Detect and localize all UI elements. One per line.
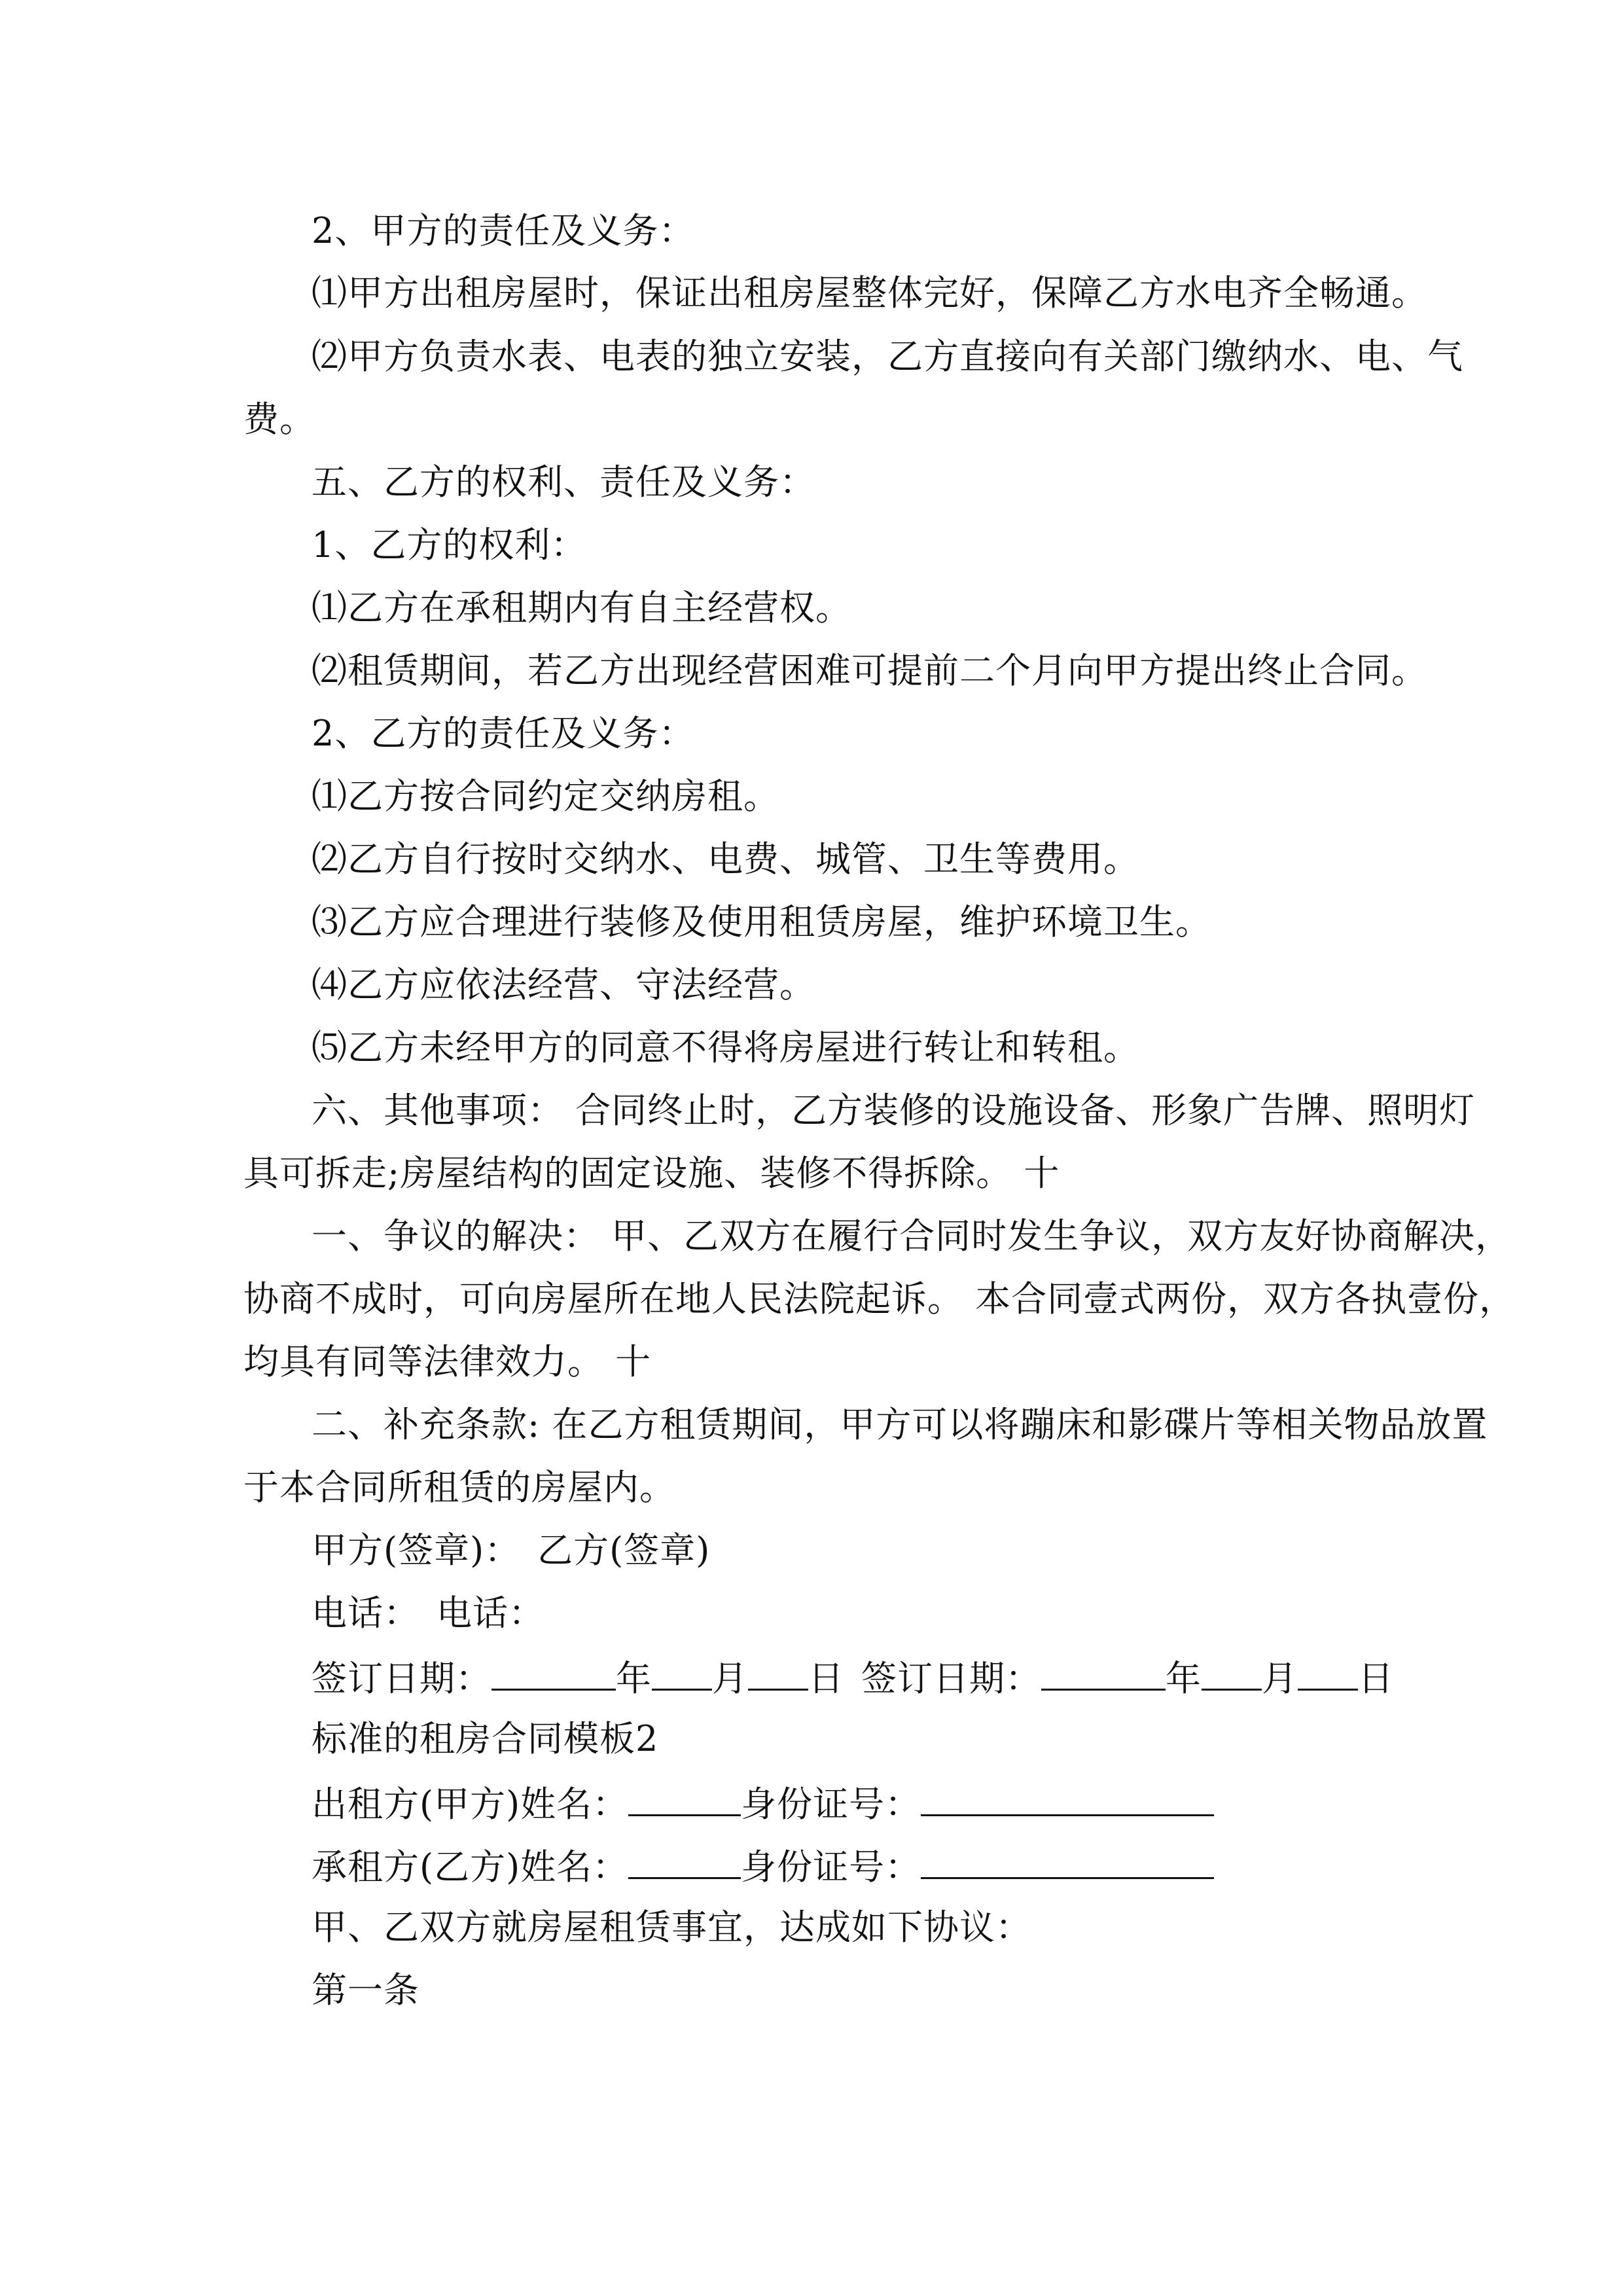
clause-a2-item2-line1: ⑵甲方负责水表、电表的独立安装，乙方直接向有关部门缴纳水、电、气: [312, 336, 1463, 377]
section12-line2: 于本合同所租赁的房屋内。: [243, 1467, 675, 1508]
section11-line2: 协商不成时，可向房屋所在地人民法院起诉。 本合同壹式两份，双方各执壹份，: [243, 1278, 1516, 1319]
party-b-month-blank[interactable]: [1202, 1653, 1262, 1691]
clause-a2-item1: ⑴甲方出租房屋时，保证出租房屋整体完好，保障乙方水电齐全畅通。: [312, 272, 1427, 314]
party-a-seal-label: 甲方(签章)：: [312, 1530, 521, 1571]
lessee-name-label: 承租方(乙方)姓名：: [312, 1846, 629, 1888]
agreement-line: 甲、乙双方就房屋租赁事宜，达成如下协议：: [312, 1907, 1031, 1948]
clause-a2-heading: 2、甲方的责任及义务：: [312, 210, 695, 251]
clause-b1-item1: ⑴乙方在承租期内有自主经营权。: [312, 587, 851, 628]
party-b-day-blank[interactable]: [1298, 1653, 1358, 1691]
sign-date-row: [312, 1653, 1394, 1702]
lessor-row: [312, 1779, 1214, 1827]
party-a-day-blank[interactable]: [748, 1653, 808, 1691]
article-one-heading: 第一条: [312, 1969, 419, 2011]
clause-b2-item3: ⑶乙方应合理进行装修及使用租赁房屋，维护环境卫生。: [312, 901, 1211, 942]
party-a-year-blank[interactable]: [491, 1653, 616, 1691]
party-a-phone-label: 电话：: [312, 1592, 419, 1634]
clause-b1-item2: ⑵租赁期间，若乙方出现经营困难可提前二个月向甲方提出终止合同。: [312, 650, 1427, 691]
day-label: 日: [1358, 1658, 1394, 1699]
clause-b2-item1: ⑴乙方按合同约定交纳房租。: [312, 776, 779, 817]
month-label: 月: [1262, 1658, 1298, 1699]
lessee-id-label: 身份证号：: [741, 1846, 921, 1888]
lessor-id-label: 身份证号：: [741, 1784, 921, 1825]
year-label: 年: [616, 1658, 652, 1699]
day-label: 日: [808, 1658, 844, 1699]
party-a-month-blank[interactable]: [652, 1653, 712, 1691]
section11-line1: 一、争议的解决： 甲、乙双方在履行合同时发生争议，双方友好协商解决，: [312, 1215, 1512, 1257]
clause-b2-item4: ⑷乙方应依法经营、守法经营。: [312, 964, 815, 1005]
lessor-name-blank[interactable]: [628, 1779, 741, 1816]
signature-seal-row: [312, 1528, 710, 1573]
section5-heading: 五、乙方的权利、责任及义务：: [312, 461, 815, 503]
phone-row: [312, 1590, 544, 1636]
section12-line1: 二、补充条款: 在乙方租赁期间，甲方可以将蹦床和影碟片等相关物品放置: [312, 1404, 1488, 1445]
month-label: 月: [712, 1658, 748, 1699]
year-label: 年: [1166, 1658, 1202, 1699]
section11-line3: 均具有同等法律效力。 十: [243, 1341, 652, 1382]
template2-title: 标准的租房合同模板2: [312, 1718, 659, 1759]
clause-a2-item2-line2: 费。: [243, 399, 315, 440]
clause-b2-heading: 2、乙方的责任及义务：: [312, 713, 695, 754]
clause-b1-heading: 1、乙方的权利：: [312, 524, 587, 565]
party-b-date-label: 签订日期：: [861, 1658, 1041, 1699]
party-b-year-blank[interactable]: [1041, 1653, 1166, 1691]
lessee-id-blank[interactable]: [921, 1842, 1214, 1879]
section6-line1: 六、其他事项： 合同终止时，乙方装修的设施设备、形象广告牌、照明灯: [312, 1090, 1476, 1131]
party-a-date-label: 签订日期：: [312, 1658, 491, 1699]
lessee-name-blank[interactable]: [628, 1842, 741, 1879]
section6-line2: 具可拆走;房屋结构的固定设施、装修不得拆除。 十: [243, 1153, 1060, 1194]
party-b-phone-label: 电话：: [437, 1592, 544, 1634]
lessor-id-blank[interactable]: [921, 1779, 1214, 1816]
lessee-row: [312, 1842, 1214, 1890]
lessor-name-label: 出租方(甲方)姓名：: [312, 1784, 629, 1825]
party-b-seal-label: 乙方(签章): [537, 1530, 711, 1571]
clause-b2-item5: ⑸乙方未经甲方的同意不得将房屋进行转让和转租。: [312, 1027, 1139, 1068]
clause-b2-item2: ⑵乙方自行按时交纳水、电费、城管、卫生等费用。: [312, 838, 1139, 880]
